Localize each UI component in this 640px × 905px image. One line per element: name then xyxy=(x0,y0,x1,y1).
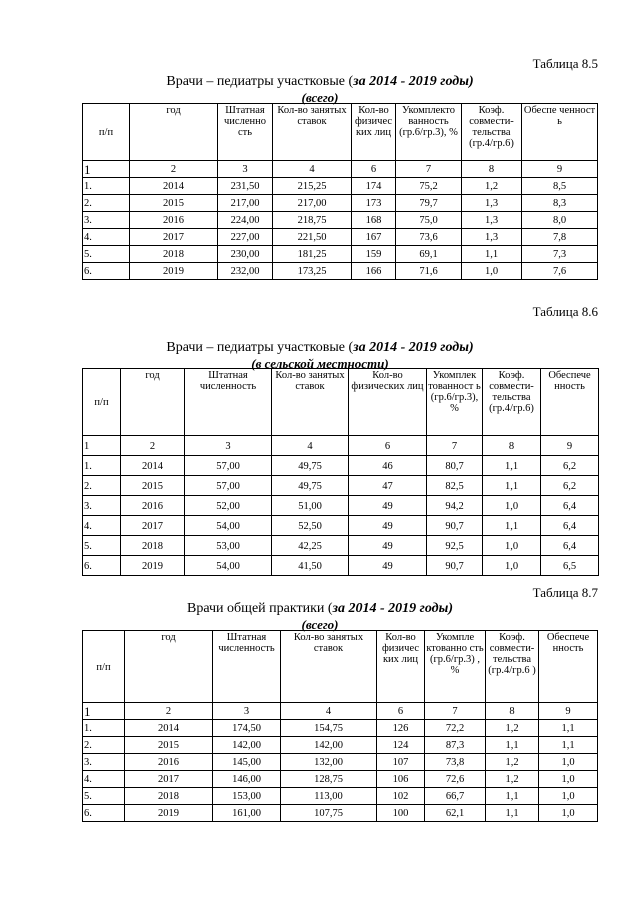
column-number: 7 xyxy=(427,436,483,456)
column-number: 7 xyxy=(396,161,462,178)
header-cell: Обеспе ченност ь xyxy=(522,104,598,161)
column-number: 2 xyxy=(125,703,213,720)
header-cell: Укомплек тованност ь (гр.6/гр.3), % xyxy=(427,369,483,436)
table-row: 5. 2018 230,00 181,25 159 69,1 1,1 7,3 xyxy=(83,246,598,263)
header-cell: Укомпле ктованно сть (гр.6/гр.3) , % xyxy=(425,631,486,703)
table-row: 3. 2016 224,00 218,75 168 75,0 1,3 8,0 xyxy=(83,212,598,229)
table-row: 4. 2017 227,00 221,50 167 73,6 1,3 7,8 xyxy=(83,229,598,246)
table-row: 2. 2015 217,00 217,00 173 79,7 1,3 8,3 xyxy=(83,195,598,212)
table-subtitle: (всего) xyxy=(301,90,339,105)
column-number: 6 xyxy=(349,436,427,456)
header-cell: год xyxy=(125,631,213,703)
data-table xyxy=(82,630,598,822)
table-row: 6. 2019 161,00 107,75 100 62,1 1,1 1,0 xyxy=(83,805,598,822)
column-number: 7 xyxy=(425,703,486,720)
column-number: 4 xyxy=(281,703,377,720)
header-cell: п/п xyxy=(83,104,130,161)
table-subtitle: (в сельской местности) xyxy=(251,356,389,371)
header-cell: Укомплекто ванность (гр.6/гр.3), % xyxy=(396,104,462,161)
table-row: 5. 2018 153,00 113,00 102 66,7 1,1 1,0 xyxy=(83,788,598,805)
column-number: 1 xyxy=(83,436,121,456)
column-number: 2 xyxy=(121,436,185,456)
column-number: 1 xyxy=(83,703,125,720)
header-cell: Обеспече нность xyxy=(541,369,599,436)
header-cell: год xyxy=(121,369,185,436)
header-cell: Кол-во физических лиц xyxy=(349,369,427,436)
header-cell: п/п xyxy=(83,369,121,436)
header-cell: Коэф. совмести- тельства (гр.4/гр.6 ) xyxy=(486,631,539,703)
column-number: 4 xyxy=(273,161,352,178)
table-row: 4. 2017 146,00 128,75 106 72,6 1,2 1,0 xyxy=(83,771,598,788)
data-table xyxy=(82,103,598,280)
column-number: 6 xyxy=(377,703,425,720)
header-cell: Обеспече нность xyxy=(539,631,598,703)
table-row: 4. 2017 54,00 52,50 49 90,7 1,1 6,4 xyxy=(83,516,599,536)
column-number: 6 xyxy=(352,161,396,178)
header-cell: Штатная численность xyxy=(213,631,281,703)
table-title: Врачи – педиатры участковые (за 2014 - 2019 годы) xyxy=(166,340,474,355)
header-cell: год xyxy=(130,104,218,161)
table-label: Таблица 8.6 xyxy=(532,304,598,319)
header-cell: Кол-во занятых ставок xyxy=(273,104,352,161)
header-cell: Штатная численность xyxy=(185,369,272,436)
header-cell: Кол-во занятых ставок xyxy=(272,369,349,436)
column-number: 9 xyxy=(522,161,598,178)
table-row: 6. 2019 54,00 41,50 49 90,7 1,0 6,5 xyxy=(83,556,599,576)
header-cell: Коэф. совмести- тельства (гр.4/гр.6) xyxy=(483,369,541,436)
table-row: 6. 2019 232,00 173,25 166 71,6 1,0 7,6 xyxy=(83,263,598,280)
column-number: 9 xyxy=(539,703,598,720)
column-number: 3 xyxy=(185,436,272,456)
column-number: 8 xyxy=(462,161,522,178)
table-label: Таблица 8.5 xyxy=(532,56,598,71)
column-number: 8 xyxy=(483,436,541,456)
column-number: 9 xyxy=(541,436,599,456)
table-row: 1. 2014 231,50 215,25 174 75,2 1,2 8,5 xyxy=(83,178,598,195)
table-row: 5. 2018 53,00 42,25 49 92,5 1,0 6,4 xyxy=(83,536,599,556)
header-cell: Кол-во физичес ких лиц xyxy=(377,631,425,703)
header-cell: Кол-во занятых ставок xyxy=(281,631,377,703)
table-row: 1. 2014 57,00 49,75 46 80,7 1,1 6,2 xyxy=(83,456,599,476)
table-subtitle: (всего) xyxy=(301,617,339,632)
header-cell: Штатная численно сть xyxy=(218,104,273,161)
table-row: 3. 2016 145,00 132,00 107 73,8 1,2 1,0 xyxy=(83,754,598,771)
data-table xyxy=(82,368,599,576)
header-cell: п/п xyxy=(83,631,125,703)
column-number: 4 xyxy=(272,436,349,456)
column-number: 1 xyxy=(83,161,130,178)
column-number: 8 xyxy=(486,703,539,720)
table-title: Врачи общей практики (за 2014 - 2019 годы) xyxy=(187,601,453,616)
column-number: 2 xyxy=(130,161,218,178)
table-title: Врачи – педиатры участковые (за 2014 - 2019 годы) xyxy=(166,74,474,89)
column-number: 3 xyxy=(213,703,281,720)
table-row: 2. 2015 142,00 142,00 124 87,3 1,1 1,1 xyxy=(83,737,598,754)
table-row: 2. 2015 57,00 49,75 47 82,5 1,1 6,2 xyxy=(83,476,599,496)
column-number: 3 xyxy=(218,161,273,178)
header-cell: Кол-во физичес ких лиц xyxy=(352,104,396,161)
table-label: Таблица 8.7 xyxy=(532,585,598,600)
table-row: 1. 2014 174,50 154,75 126 72,2 1,2 1,1 xyxy=(83,720,598,737)
table-row: 3. 2016 52,00 51,00 49 94,2 1,0 6,4 xyxy=(83,496,599,516)
header-cell: Коэф. совмести- тельства (гр.4/гр.6) xyxy=(462,104,522,161)
